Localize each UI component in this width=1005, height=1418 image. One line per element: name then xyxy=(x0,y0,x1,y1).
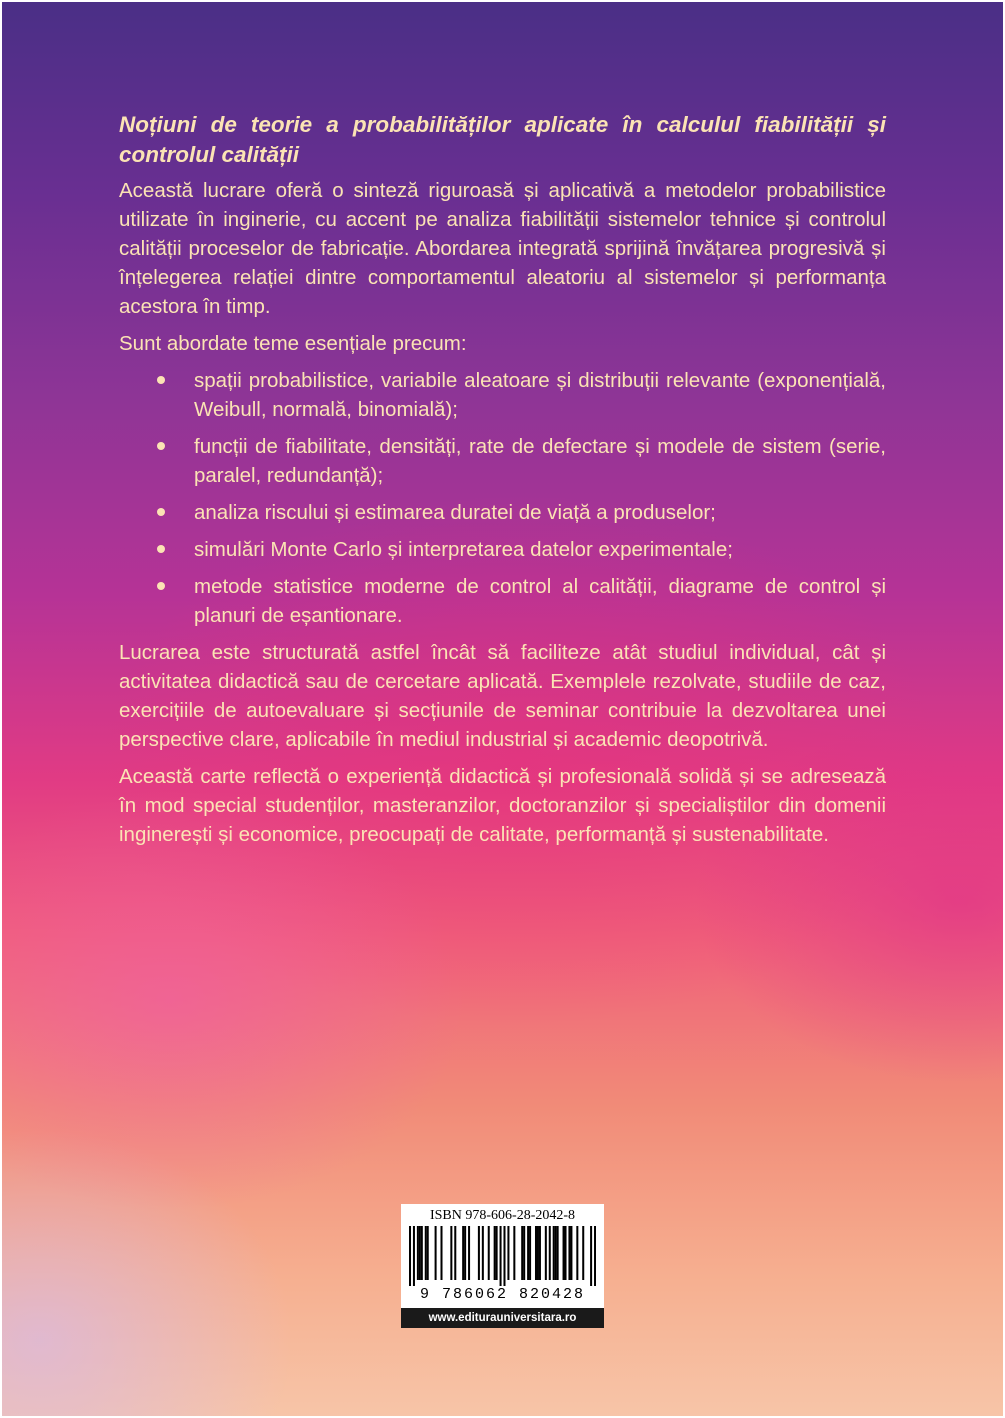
barcode-bar xyxy=(539,1226,541,1280)
topics-list xyxy=(119,366,886,630)
topics-lead: Sunt abordate teme esențiale precum: xyxy=(119,332,467,355)
barcode-bar xyxy=(576,1226,578,1280)
intro-paragraph: Această lucrare oferă o sinteză riguroasă și aplicativă a metodelor probabilistice utilizate în inginerie, cu accent pe analiza fiabilității sistemelor tehnice și controlul calității proceselor de fabricație. Abordarea integrată sprijină învățarea progresivă și înțelegerea relației dintre comportamentul aleatoriu al sistemelor și performanța acestora în timp. xyxy=(119,179,886,318)
barcode-bar xyxy=(570,1226,572,1280)
barcode-digits: 9 786062 820428 xyxy=(419,1286,586,1303)
barcode-bar xyxy=(500,1226,502,1286)
barcode-bar xyxy=(425,1226,427,1280)
publisher-url: www.editurauniversitara.ro xyxy=(401,1308,604,1328)
barcode-bar xyxy=(535,1226,537,1280)
barcode-bar xyxy=(513,1226,515,1280)
barcode-bar xyxy=(563,1226,565,1280)
barcode-bar xyxy=(590,1226,592,1286)
barcode-bar xyxy=(568,1226,570,1280)
barcode-bar xyxy=(507,1226,509,1280)
barcode-bar xyxy=(488,1226,490,1280)
barcode-bar xyxy=(478,1226,480,1280)
barcode-bar xyxy=(464,1226,466,1280)
isbn-label: ISBN 978-606-28-2042-8 xyxy=(429,1208,576,1223)
barcode-bar xyxy=(555,1226,557,1280)
barcode-bar xyxy=(462,1226,464,1280)
barcode-bar xyxy=(427,1226,429,1280)
barcode-bar xyxy=(521,1226,523,1280)
barcode-bar xyxy=(419,1226,421,1280)
barcode-icon xyxy=(409,1226,596,1286)
barcode-bar xyxy=(482,1226,484,1280)
book-title: Noțiuni de teorie a probabilităților aplicate în calculul fiabilității și controlul calității xyxy=(119,112,886,167)
barcode-bar xyxy=(440,1226,442,1280)
barcode-bar xyxy=(435,1226,437,1280)
list-item: metode statistice moderne de control al calității, diagrame de control și planuri de eșantionare. xyxy=(119,572,886,630)
isbn-barcode-block xyxy=(401,1204,604,1328)
structure-paragraph: Lucrarea este structurată astfel încât să faciliteze atât studiul individual, cât și activitatea didactică sau de cercetare aplicată. Exemplele rezolvate, studiile de caz, exercițiile de autoevaluare și secțiunile de seminar contribuie la dezvoltarea unei perspective clare, aplicabile în mediul industrial și academic deopotrivă. xyxy=(119,641,886,751)
barcode-bar xyxy=(413,1226,415,1286)
barcode-bar xyxy=(417,1226,419,1280)
barcode-bar xyxy=(594,1226,596,1286)
barcode-bar xyxy=(557,1226,559,1280)
barcode-bar xyxy=(503,1226,505,1286)
bullet-icon xyxy=(157,376,165,384)
barcode-bar xyxy=(454,1226,456,1280)
barcode-bar xyxy=(496,1226,498,1280)
barcode-bar xyxy=(523,1226,525,1280)
list-item: simulări Monte Carlo și interpretarea datelor experimentale; xyxy=(119,535,886,564)
barcode-bar xyxy=(553,1226,555,1280)
bullet-icon xyxy=(157,508,165,516)
barcode-bar xyxy=(494,1226,496,1280)
list-item: analiza riscului și estimarea duratei de viață a produselor; xyxy=(119,498,886,527)
barcode-bar xyxy=(565,1226,567,1280)
audience-paragraph: Această carte reflectă o experiență didactică și profesională solidă și se adresează în mod special studenților, masteranzilor, doctoranzilor și specialiștilor din domenii inginerești și economice, preocupați de calitate, performanță și sustenabilitate. xyxy=(119,765,886,846)
list-item: spații probabilistice, variabile aleatoare și distribuții relevante (exponențială, Weibull, normală, binomială); xyxy=(119,366,886,424)
barcode-bar xyxy=(468,1226,470,1280)
barcode-bar xyxy=(549,1226,551,1280)
barcode-bar xyxy=(537,1226,539,1280)
barcode-bar xyxy=(421,1226,423,1280)
barcode-bar xyxy=(582,1226,584,1280)
list-item: funcții de fiabilitate, densități, rate de defectare și modele de sistem (serie, paralel, redundanță); xyxy=(119,432,886,490)
bullet-icon xyxy=(157,582,165,590)
barcode-bar xyxy=(527,1226,529,1280)
bullet-icon xyxy=(157,442,165,450)
barcode-bar xyxy=(529,1226,531,1280)
bullet-icon xyxy=(157,545,165,553)
barcode-bar xyxy=(409,1226,411,1286)
barcode-bar xyxy=(450,1226,452,1280)
barcode-bar xyxy=(545,1226,547,1280)
back-cover-text xyxy=(119,110,886,857)
